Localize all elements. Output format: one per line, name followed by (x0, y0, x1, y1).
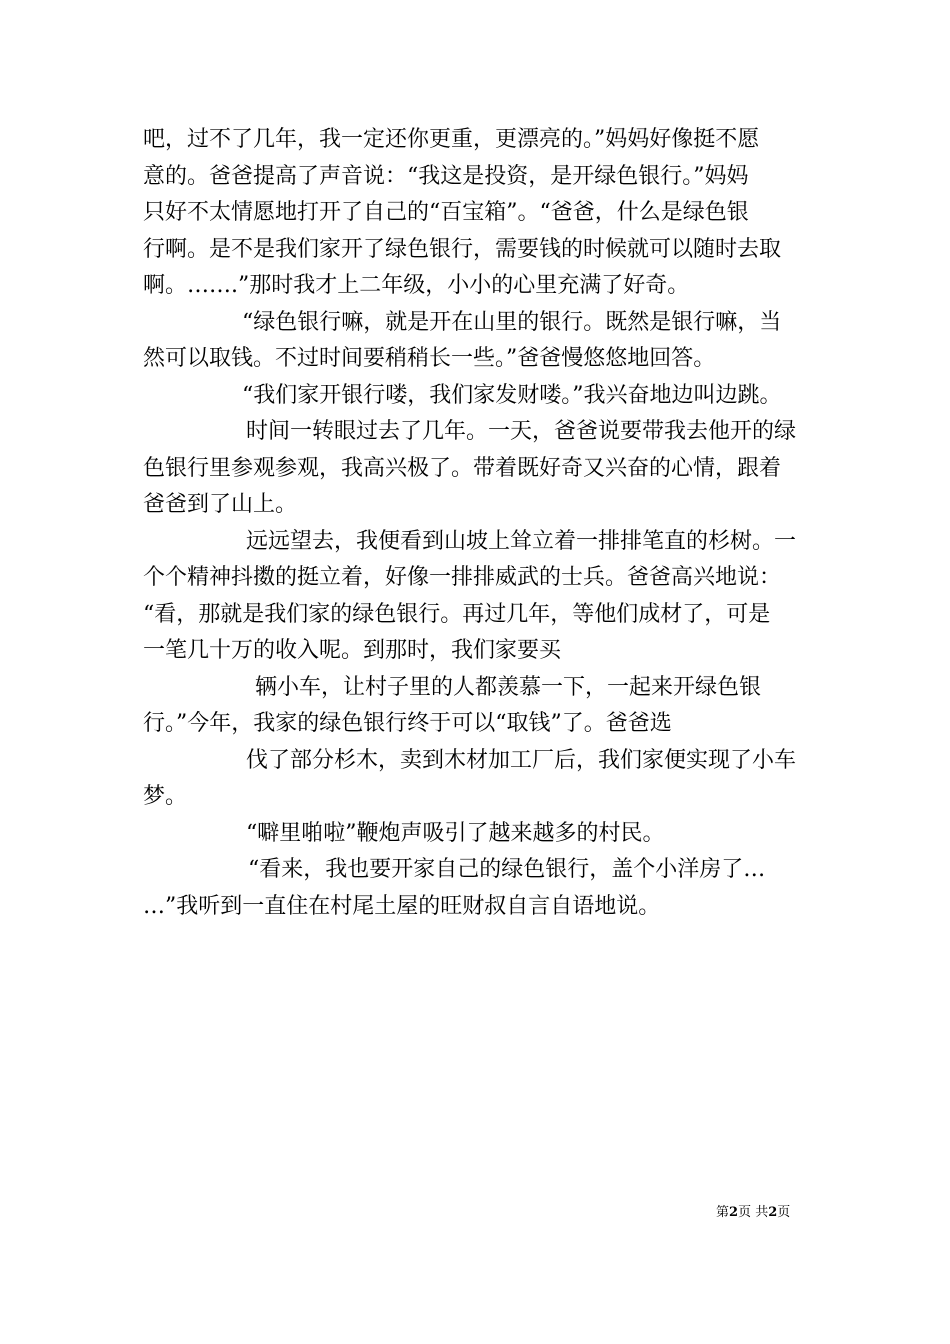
footer-suffix: 页 (777, 1205, 791, 1220)
text-line: 辆小车，让村子里的人都羡慕一下，一起来开绿色银 (255, 674, 762, 700)
text-line: 一笔几十万的收入呢。到那时，我们家要买 (143, 638, 562, 663)
text-line: 梦。 (143, 784, 188, 809)
text-line: “看，那就是我们家的绿色银行。再过几年，等他们成材了，可是 (143, 601, 771, 627)
text-line: 吧，过不了几年，我一定还你更重，更漂亮的。”妈妈好像挺不愿 (143, 127, 760, 152)
page-footer (716, 1204, 790, 1222)
text-line: “绿色银行嘛，就是开在山里的银行。既然是银行嘛，当 (242, 309, 782, 335)
text-line: 伐了部分杉木，卖到木材加工厂后，我们家便实现了小车 (246, 747, 797, 773)
text-line: 啊。…….”那时我才上二年级，小小的心里充满了好奇。 (143, 273, 690, 298)
text-line: 远远望去，我便看到山坡上耸立着一排排笔直的杉树。一 (246, 528, 797, 554)
footer-total-pages: 2 (768, 1205, 778, 1220)
text-line: 意的。爸爸提高了声音说：“我这是投资，是开绿色银行。”妈妈 (143, 163, 749, 189)
footer-middle: 页 共 (738, 1205, 769, 1220)
text-line: 时间一转眼过去了几年。一天，爸爸说要带我去他开的绿 (246, 419, 797, 444)
text-line: 然可以取钱。不过时间要稍稍长一些。”爸爸慢悠悠地回答。 (143, 346, 716, 371)
footer-prefix: 第 (716, 1205, 730, 1220)
text-line: “我们家开银行喽，我们家发财喽。”我兴奋地边叫边跳。 (242, 382, 782, 408)
text-line: 只好不太情愿地打开了自己的“百宝箱”。“爸爸，什么是绿色银 (143, 200, 749, 225)
text-line: 爸爸到了山上。 (143, 492, 298, 517)
footer-page-number: 2 (729, 1205, 739, 1220)
text-line: “噼里啪啦”鞭炮声吸引了越来越多的村民。 (246, 820, 665, 846)
text-line: 色银行里参观参观，我高兴极了。带着既好奇又兴奋的心情，跟着 (143, 455, 782, 481)
text-line: …”我听到一直住在村尾土屋的旺财叔自言自语地说。 (143, 893, 661, 919)
text-line: 行。”今年，我家的绿色银行终于可以“取钱”了。爸爸选 (143, 711, 672, 736)
text-line: 个个精神抖擞的挺立着，好像一排排威武的士兵。爸爸高兴地说： (143, 565, 782, 590)
text-line: “看来，我也要开家自己的绿色银行，盖个小洋房了… (248, 857, 766, 882)
text-line: 行啊。是不是我们家开了绿色银行，需要钱的时候就可以随时去取 (143, 236, 782, 262)
body-text (143, 122, 815, 925)
